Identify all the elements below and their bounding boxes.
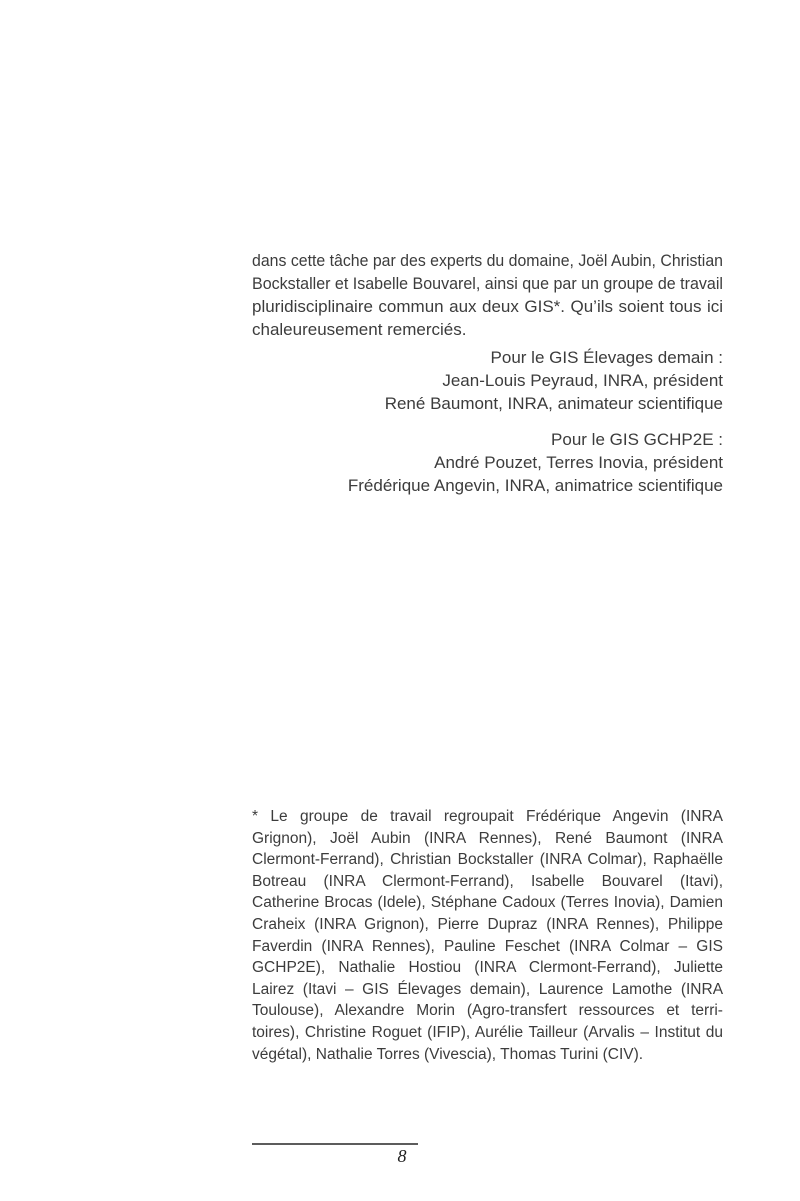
text-line: René Baumont, INRA, animateur scientifique [384,394,723,413]
text-line: dans cette tâche par des experts du domaine, Joël Aubin, Christian [252,251,723,270]
text-line: Grignon), Joël Aubin (INRA Rennes), René Baumont (INRA [252,829,723,847]
text-line: Clermont-Ferrand), Christian Bockstaller (INRA Colmar), Raphaëlle [252,851,723,869]
text-line: Craheix (INRA Grignon), Pierre Dupraz (INRA Rennes), Philippe [252,915,723,933]
text-line: André Pouzet, Terres Inovia, président [434,453,723,472]
text-line: Bockstaller et Isabelle Bouvarel, ainsi que par un groupe de travail [252,274,723,293]
footnote [252,806,723,1065]
text-line: Catherine Brocas (Idele), Stéphane Cadoux (Terres Inovia), Damien [252,894,723,912]
text-line: Botreau (INRA Clermont-Ferrand), Isabelle Bouvarel (Itavi), [252,872,723,890]
text-line: pluridisciplinaire commun aux deux GIS*. Qu’ils soient tous ici [252,297,724,316]
text-line: Frédérique Angevin, INRA, animatrice scientifique [347,476,723,495]
text-line: chaleureusement remerciés. [252,320,467,339]
text-line: végétal), Nathalie Torres (Vivescia), Thomas Turini (CIV). [252,1045,644,1063]
text-line: Pour le GIS Élevages demain : [490,348,723,367]
text-line: * Le groupe de travail regroupait Frédérique Angevin (INRA [252,808,723,825]
text-line: Jean-Louis Peyraud, INRA, président [442,371,723,390]
text-line: Lairez (Itavi – GIS Élevages demain), Laurence Lamothe (INRA [252,980,724,998]
page-number: 8 [397,1146,407,1166]
text-line: Pour le GIS GCHP2E : [551,430,723,449]
signature-block-gis-gchp2e [252,428,723,497]
acknowledgement-paragraph [252,249,723,341]
text-line: GCHP2E), Nathalie Hostiou (INRA Clermont-Ferrand), Juliette [252,959,723,977]
text-line: Faverdin (INRA Rennes), Pauline Feschet (INRA Colmar – GIS [252,937,724,955]
text-line: toires), Christine Roguet (IFIP), Aurélie Tailleur (Arvalis – Institut du [252,1023,723,1041]
text-line: Toulouse), Alexandre Morin (Agro-transfert ressources et terri- [252,1002,723,1020]
signature-block-gis-elevages [252,346,723,415]
footer-rule [252,1143,418,1145]
